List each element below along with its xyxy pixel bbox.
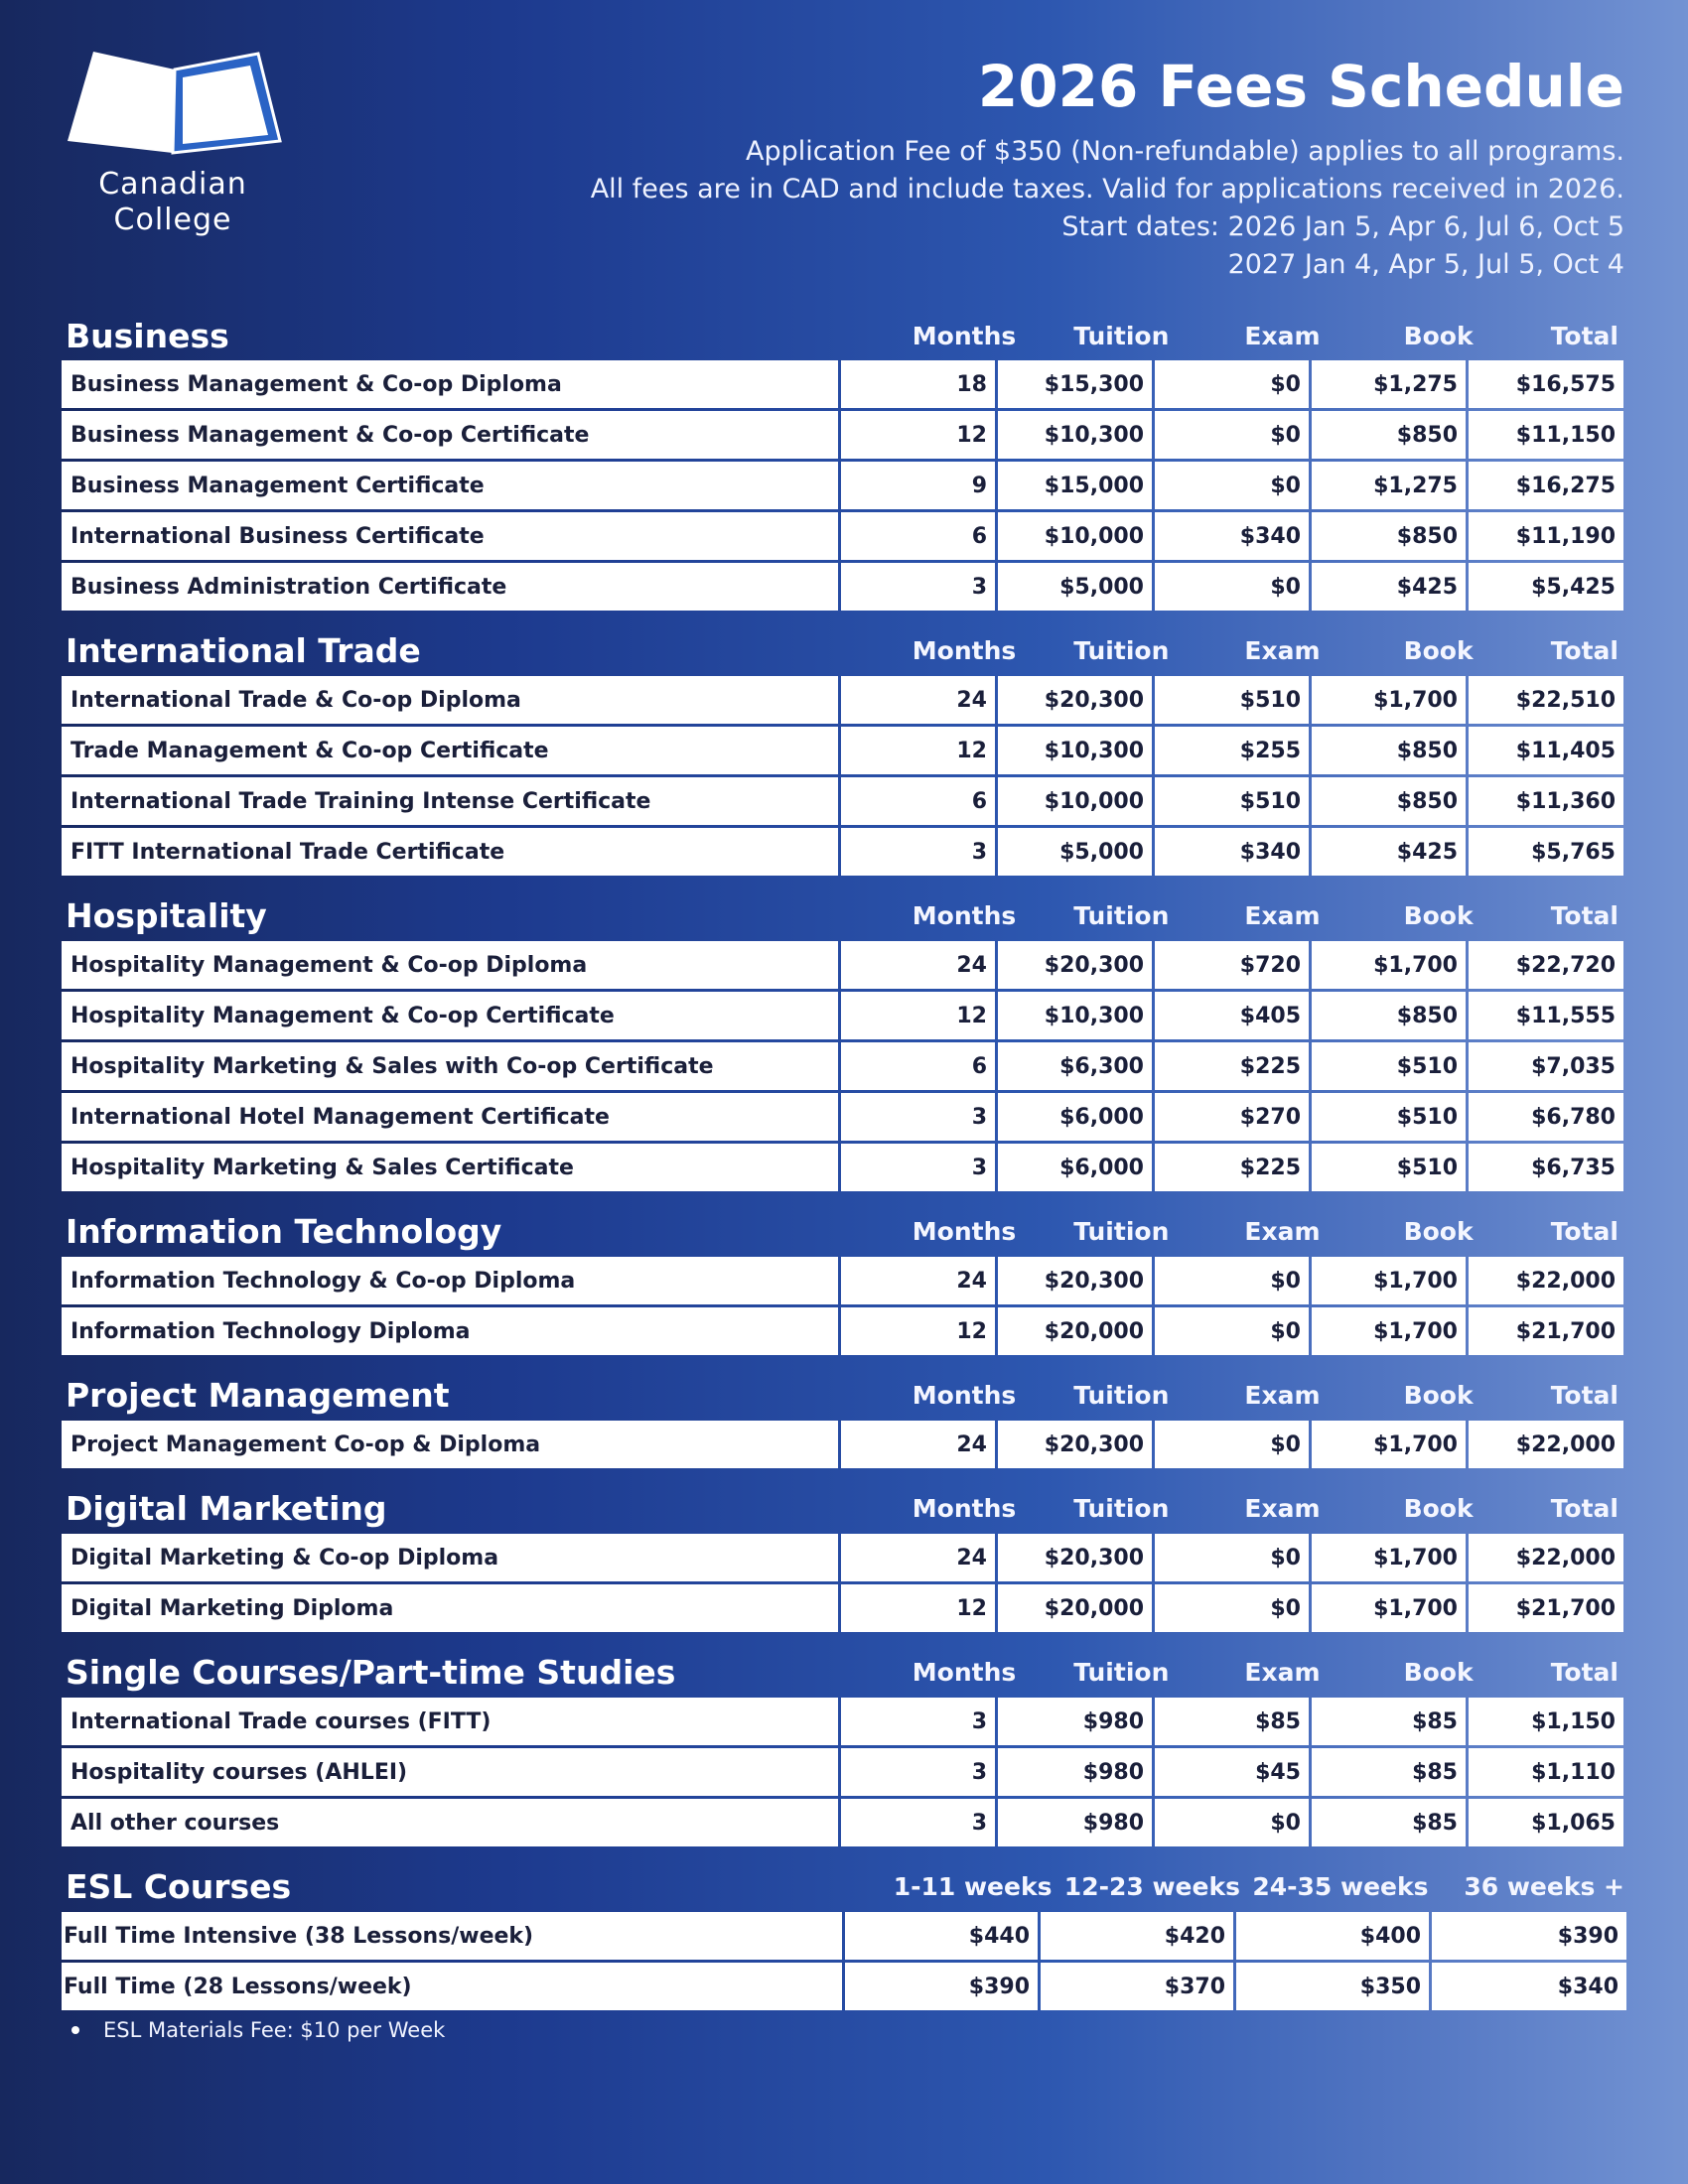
total-cell: $11,405 (1469, 727, 1623, 774)
exam-cell: $0 (1155, 1307, 1309, 1355)
tuition-cell: $980 (998, 1748, 1152, 1796)
column-header-book: Book (1403, 1216, 1474, 1246)
months-cell: 3 (841, 828, 995, 876)
total-cell: $11,190 (1469, 512, 1623, 560)
months-cell: 6 (841, 512, 995, 560)
esl-price-cell: $350 (1236, 1963, 1429, 2010)
tuition-cell: $6,000 (998, 1144, 1152, 1191)
book-cell: $1,700 (1312, 1421, 1466, 1468)
section-title: Single Courses/Part-time Studies (66, 1652, 676, 1692)
column-header-exam: Exam (1244, 900, 1321, 930)
column-header-book: Book (1403, 1380, 1474, 1410)
table-row (62, 828, 1626, 876)
table-row (62, 462, 1626, 509)
total-cell: $11,360 (1469, 777, 1623, 825)
total-cell: $1,065 (1469, 1799, 1623, 1846)
program-name: Hospitality courses (AHLEI) (62, 1748, 838, 1796)
tuition-cell: $10,300 (998, 992, 1152, 1039)
table-row (62, 512, 1626, 560)
program-name: All other courses (62, 1799, 838, 1846)
months-cell: 6 (841, 1042, 995, 1090)
book-cell: $510 (1312, 1042, 1466, 1090)
section-header (62, 1646, 1626, 1698)
tuition-cell: $10,000 (998, 777, 1152, 825)
table-row (62, 727, 1626, 774)
exam-cell: $405 (1155, 992, 1309, 1039)
esl-price-cell: $340 (1432, 1963, 1626, 2010)
months-cell: 3 (841, 1698, 995, 1745)
esl-price-cell: $370 (1041, 1963, 1233, 2010)
tuition-cell: $5,000 (998, 828, 1152, 876)
months-cell: 12 (841, 727, 995, 774)
program-name: FITT International Trade Certificate (62, 828, 838, 876)
section-header (62, 1205, 1626, 1257)
program-name: Hospitality Marketing & Sales Certificate (62, 1144, 838, 1191)
esl-price-cell: $420 (1041, 1912, 1233, 1960)
table-row (62, 1698, 1626, 1745)
fees-tables (62, 311, 1626, 2042)
tuition-cell: $6,000 (998, 1093, 1152, 1141)
exam-cell: $340 (1155, 828, 1309, 876)
table-row (62, 777, 1626, 825)
column-header-tuition: Tuition (1073, 1493, 1170, 1523)
section-header (62, 624, 1626, 676)
book-cell: $1,700 (1312, 941, 1466, 989)
program-name: International Trade & Co-op Diploma (62, 676, 838, 724)
section-digital-marketing (62, 1482, 1626, 1632)
start-dates-2026: Start dates: 2026 Jan 5, Apr 6, Jul 6, Oct 5 (1061, 211, 1624, 242)
column-header-tuition: Tuition (1073, 900, 1170, 930)
logo-text-line1: Canadian (98, 167, 247, 202)
section-information-technology (62, 1205, 1626, 1355)
exam-cell: $225 (1155, 1042, 1309, 1090)
column-header-total: Total (1550, 321, 1619, 350)
book-cell: $850 (1312, 992, 1466, 1039)
column-header-weeks: 1-11 weeks (893, 1871, 1053, 1901)
table-row (62, 360, 1626, 408)
column-header-book: Book (1403, 321, 1474, 350)
table-row (62, 992, 1626, 1039)
table-row (62, 941, 1626, 989)
total-cell: $22,000 (1469, 1257, 1623, 1304)
column-header-exam: Exam (1244, 1216, 1321, 1246)
esl-program-name: Full Time (28 Lessons/week) (62, 1963, 842, 2010)
total-cell: $22,510 (1469, 676, 1623, 724)
book-cell: $1,700 (1312, 1307, 1466, 1355)
months-cell: 12 (841, 1307, 995, 1355)
program-name: Trade Management & Co-op Certificate (62, 727, 838, 774)
section-title: Project Management (66, 1375, 450, 1415)
section-header (62, 311, 1626, 360)
exam-cell: $0 (1155, 1799, 1309, 1846)
bullet-icon (71, 2026, 79, 2034)
tuition-cell: $10,000 (998, 512, 1152, 560)
column-header-total: Total (1550, 635, 1619, 665)
table-row (62, 1799, 1626, 1846)
months-cell: 6 (841, 777, 995, 825)
section-hospitality (62, 889, 1626, 1191)
program-name: Information Technology Diploma (62, 1307, 838, 1355)
total-cell: $1,150 (1469, 1698, 1623, 1745)
table-row (62, 1307, 1626, 1355)
table-row (62, 676, 1626, 724)
months-cell: 24 (841, 1257, 995, 1304)
months-cell: 18 (841, 360, 995, 408)
program-name: Information Technology & Co-op Diploma (62, 1257, 838, 1304)
esl-price-cell: $440 (845, 1912, 1038, 1960)
book-cell: $850 (1312, 512, 1466, 560)
total-cell: $6,780 (1469, 1093, 1623, 1141)
column-header-exam: Exam (1244, 635, 1321, 665)
book-cell: $1,700 (1312, 1534, 1466, 1581)
section-international-trade (62, 624, 1626, 876)
exam-cell: $340 (1155, 512, 1309, 560)
column-header-exam: Exam (1244, 1493, 1321, 1523)
column-header-book: Book (1403, 900, 1474, 930)
total-cell: $5,425 (1469, 563, 1623, 611)
table-row (62, 1963, 1626, 2010)
book-cell: $85 (1312, 1799, 1466, 1846)
total-cell: $16,275 (1469, 462, 1623, 509)
esl-program-name: Full Time Intensive (38 Lessons/week) (62, 1912, 842, 1960)
book-cell: $850 (1312, 727, 1466, 774)
program-name: Project Management Co-op & Diploma (62, 1421, 838, 1468)
column-header-months: Months (912, 321, 1017, 350)
book-cell: $425 (1312, 563, 1466, 611)
program-name: Hospitality Management & Co-op Diploma (62, 941, 838, 989)
table-row (62, 1421, 1626, 1468)
exam-cell: $510 (1155, 777, 1309, 825)
application-fee-note: Application Fee of $350 (Non-refundable) applies to all programs. (745, 136, 1624, 167)
column-header-weeks: 12-23 weeks (1063, 1871, 1240, 1901)
exam-cell: $0 (1155, 1584, 1309, 1632)
currency-note: All fees are in CAD and include taxes. Valid for applications received in 2026. (590, 174, 1624, 205)
section-title: Information Technology (66, 1211, 502, 1251)
column-header-total: Total (1550, 1216, 1619, 1246)
column-header-total: Total (1550, 1493, 1619, 1523)
table-row (62, 1093, 1626, 1141)
exam-cell: $45 (1155, 1748, 1309, 1796)
section-title: Hospitality (66, 895, 267, 935)
column-header-weeks: 24-35 weeks (1252, 1871, 1429, 1901)
column-header-tuition: Tuition (1073, 1216, 1170, 1246)
program-name: Business Management Certificate (62, 462, 838, 509)
exam-cell: $0 (1155, 1534, 1309, 1581)
total-cell: $16,575 (1469, 360, 1623, 408)
exam-cell: $0 (1155, 1421, 1309, 1468)
exam-cell: $255 (1155, 727, 1309, 774)
tuition-cell: $15,000 (998, 462, 1152, 509)
open-book-icon (64, 50, 282, 159)
column-header-weeks: 36 weeks + (1464, 1871, 1624, 1901)
tuition-cell: $20,300 (998, 1421, 1152, 1468)
section-header (62, 1860, 1626, 1912)
total-cell: $1,110 (1469, 1748, 1623, 1796)
page-title: 2026 Fees Schedule (977, 53, 1624, 120)
program-name: Digital Marketing Diploma (62, 1584, 838, 1632)
total-cell: $11,150 (1469, 411, 1623, 459)
months-cell: 12 (841, 992, 995, 1039)
column-header-months: Months (912, 900, 1017, 930)
table-row (62, 1534, 1626, 1581)
start-dates-2027: 2027 Jan 4, Apr 5, Jul 5, Oct 4 (1227, 249, 1624, 280)
tuition-cell: $6,300 (998, 1042, 1152, 1090)
total-cell: $22,000 (1469, 1534, 1623, 1581)
months-cell: 12 (841, 1584, 995, 1632)
months-cell: 24 (841, 676, 995, 724)
table-row (62, 1144, 1626, 1191)
exam-cell: $225 (1155, 1144, 1309, 1191)
program-name: International Business Certificate (62, 512, 838, 560)
tuition-cell: $20,300 (998, 941, 1152, 989)
months-cell: 12 (841, 411, 995, 459)
column-header-tuition: Tuition (1073, 635, 1170, 665)
months-cell: 24 (841, 941, 995, 989)
esl-price-cell: $390 (845, 1963, 1038, 2010)
book-cell: $425 (1312, 828, 1466, 876)
program-name: Business Administration Certificate (62, 563, 838, 611)
column-header-total: Total (1550, 1657, 1619, 1687)
total-cell: $11,555 (1469, 992, 1623, 1039)
book-cell: $1,700 (1312, 1584, 1466, 1632)
column-header-months: Months (912, 1657, 1017, 1687)
exam-cell: $720 (1155, 941, 1309, 989)
months-cell: 3 (841, 1144, 995, 1191)
section-esl-courses (62, 1860, 1626, 2042)
total-cell: $7,035 (1469, 1042, 1623, 1090)
exam-cell: $0 (1155, 1257, 1309, 1304)
section-header (62, 889, 1626, 941)
section-business (62, 311, 1626, 611)
book-cell: $85 (1312, 1748, 1466, 1796)
total-cell: $22,000 (1469, 1421, 1623, 1468)
tuition-cell: $5,000 (998, 563, 1152, 611)
book-cell: $85 (1312, 1698, 1466, 1745)
book-cell: $1,700 (1312, 1257, 1466, 1304)
exam-cell: $0 (1155, 462, 1309, 509)
table-row (62, 411, 1626, 459)
column-header-months: Months (912, 1493, 1017, 1523)
esl-price-cell: $390 (1432, 1912, 1626, 1960)
column-header-book: Book (1403, 635, 1474, 665)
section-header (62, 1482, 1626, 1534)
total-cell: $21,700 (1469, 1307, 1623, 1355)
book-cell: $850 (1312, 777, 1466, 825)
program-name: International Trade Training Intense Certificate (62, 777, 838, 825)
book-cell: $1,275 (1312, 462, 1466, 509)
book-cell: $1,700 (1312, 676, 1466, 724)
program-name: Business Management & Co-op Diploma (62, 360, 838, 408)
column-header-total: Total (1550, 900, 1619, 930)
exam-cell: $270 (1155, 1093, 1309, 1141)
column-header-months: Months (912, 1380, 1017, 1410)
column-header-exam: Exam (1244, 321, 1321, 350)
exam-cell: $0 (1155, 563, 1309, 611)
column-header-tuition: Tuition (1073, 321, 1170, 350)
months-cell: 3 (841, 1799, 995, 1846)
tuition-cell: $10,300 (998, 411, 1152, 459)
tuition-cell: $20,300 (998, 676, 1152, 724)
column-header-book: Book (1403, 1493, 1474, 1523)
section-title: ESL Courses (66, 1866, 292, 1906)
section-title: International Trade (66, 630, 421, 670)
column-header-tuition: Tuition (1073, 1657, 1170, 1687)
column-header-tuition: Tuition (1073, 1380, 1170, 1410)
program-name: International Trade courses (FITT) (62, 1698, 838, 1745)
tuition-cell: $20,300 (998, 1534, 1152, 1581)
program-name: Hospitality Management & Co-op Certificate (62, 992, 838, 1039)
total-cell: $21,700 (1469, 1584, 1623, 1632)
table-row (62, 1912, 1626, 1960)
book-cell: $510 (1312, 1093, 1466, 1141)
book-cell: $510 (1312, 1144, 1466, 1191)
section-title: Digital Marketing (66, 1488, 387, 1528)
table-row (62, 1257, 1626, 1304)
tuition-cell: $15,300 (998, 360, 1152, 408)
tuition-cell: $20,300 (998, 1257, 1152, 1304)
book-cell: $850 (1312, 411, 1466, 459)
esl-materials-note-text: ESL Materials Fee: $10 per Week (103, 2018, 446, 2042)
tuition-cell: $980 (998, 1799, 1152, 1846)
months-cell: 3 (841, 563, 995, 611)
exam-cell: $85 (1155, 1698, 1309, 1745)
tuition-cell: $10,300 (998, 727, 1152, 774)
months-cell: 3 (841, 1748, 995, 1796)
canadian-college-logo (64, 50, 282, 248)
total-cell: $22,720 (1469, 941, 1623, 989)
esl-price-cell: $400 (1236, 1912, 1429, 1960)
months-cell: 24 (841, 1421, 995, 1468)
column-header-exam: Exam (1244, 1657, 1321, 1687)
total-cell: $5,765 (1469, 828, 1623, 876)
exam-cell: $0 (1155, 411, 1309, 459)
total-cell: $6,735 (1469, 1144, 1623, 1191)
tuition-cell: $980 (998, 1698, 1152, 1745)
tuition-cell: $20,000 (998, 1584, 1152, 1632)
table-row (62, 1748, 1626, 1796)
exam-cell: $510 (1155, 676, 1309, 724)
table-row (62, 1584, 1626, 1632)
page-header (532, 52, 1624, 284)
column-header-total: Total (1550, 1380, 1619, 1410)
column-header-exam: Exam (1244, 1380, 1321, 1410)
exam-cell: $0 (1155, 360, 1309, 408)
table-row (62, 1042, 1626, 1090)
logo-text-line2: College (113, 203, 232, 237)
column-header-book: Book (1403, 1657, 1474, 1687)
section-title: Business (66, 316, 229, 355)
esl-materials-note (62, 2018, 1626, 2042)
column-header-months: Months (912, 1216, 1017, 1246)
table-row (62, 563, 1626, 611)
program-name: Digital Marketing & Co-op Diploma (62, 1534, 838, 1581)
section-project-management (62, 1369, 1626, 1468)
section-header (62, 1369, 1626, 1421)
months-cell: 9 (841, 462, 995, 509)
months-cell: 3 (841, 1093, 995, 1141)
column-header-months: Months (912, 635, 1017, 665)
tuition-cell: $20,000 (998, 1307, 1152, 1355)
program-name: Business Management & Co-op Certificate (62, 411, 838, 459)
months-cell: 24 (841, 1534, 995, 1581)
book-cell: $1,275 (1312, 360, 1466, 408)
section-single-courses-part-time-studies (62, 1646, 1626, 1846)
program-name: Hospitality Marketing & Sales with Co-op Certificate (62, 1042, 838, 1090)
program-name: International Hotel Management Certificate (62, 1093, 838, 1141)
